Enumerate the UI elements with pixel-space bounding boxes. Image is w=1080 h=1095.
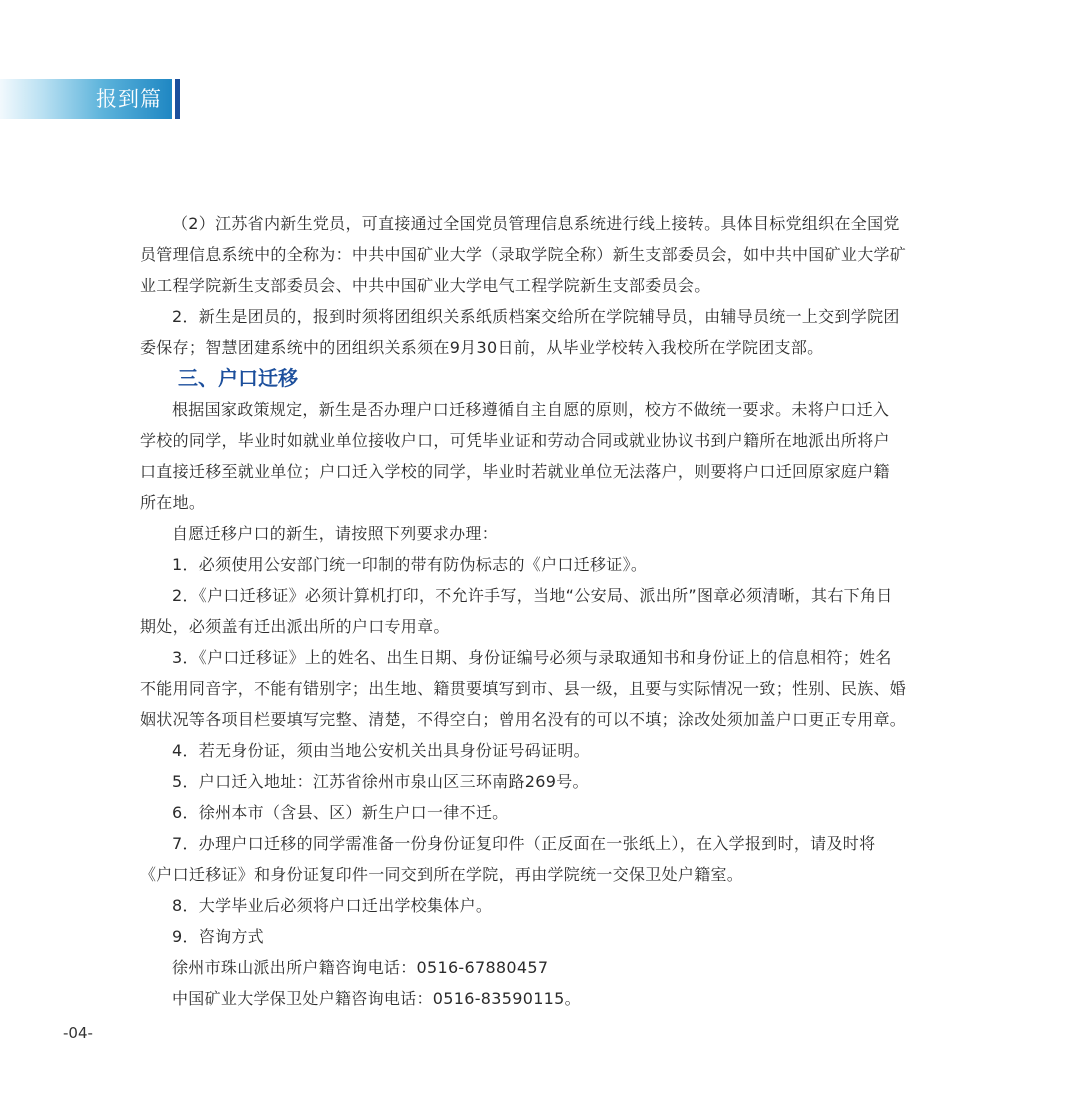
paragraph-line: 口直接迁移至就业单位；户口迁入学校的同学，毕业时若就业单位无法落户，则要将户口迁回原家庭户籍 <box>140 462 890 481</box>
list-item-continuation: 期处，必须盖有迁出派出所的户口专用章。 <box>140 617 450 636</box>
document-body <box>140 208 970 1014</box>
paragraph-line: 所在地。 <box>140 493 206 512</box>
paragraph-line: 委保存；智慧团建系统中的团组织关系须在9月30日前，从毕业学校转入我校所在学院团支部。 <box>140 338 824 357</box>
list-item: 9．咨询方式 <box>172 927 264 946</box>
list-item-continuation: 不能用同音字，不能有错别字；出生地、籍贯要填写到市、县一级，且要与实际情况一致；性别、民族、婚 <box>140 679 907 698</box>
header-accent-bar <box>175 79 180 119</box>
list-item: 3．《户口迁移证》上的姓名、出生日期、身份证编号必须与录取通知书和身份证上的信息相符；姓名 <box>172 648 892 667</box>
list-item: 8．大学毕业后必须将户口迁出学校集体户。 <box>172 896 493 915</box>
list-item: 4．若无身份证，须由当地公安机关出具身份证号码证明。 <box>172 741 590 760</box>
paragraph-line: 自愿迁移户口的新生，请按照下列要求办理： <box>172 524 499 543</box>
section-heading: 三、户口迁移 <box>178 366 298 390</box>
page-number: -04- <box>63 1024 93 1042</box>
list-item: 2．《户口迁移证》必须计算机打印，不允许手写，当地“公安局、派出所”图章必须清晰，其右下角日 <box>172 586 893 605</box>
paragraph-line: 学校的同学，毕业时如就业单位接收户口，可凭毕业证和劳动合同或就业协议书到户籍所在地派出所将户 <box>140 431 890 450</box>
paragraph-line: 根据国家政策规定，新生是否办理户口迁移遵循自主自愿的原则，校方不做统一要求。未将户口迁入 <box>172 400 890 419</box>
paragraph-line: 2．新生是团员的，报到时须将团组织关系纸质档案交给所在学院辅导员，由辅导员统一上交到学院团 <box>172 307 900 326</box>
section-title: 报到篇 <box>96 87 162 111</box>
list-item: 7．办理户口迁移的同学需准备一份身份证复印件（正反面在一张纸上），在入学报到时，请及时将 <box>172 834 876 853</box>
list-item-continuation: 姻状况等各项目栏要填写完整、清楚，不得空白；曾用名没有的可以不填；涂改处须加盖户口更正专用章。 <box>140 710 907 729</box>
paragraph-line: 业工程学院新生支部委员会、中共中国矿业大学电气工程学院新生支部委员会。 <box>140 276 711 295</box>
list-item: 6．徐州本市（含县、区）新生户口一律不迁。 <box>172 803 509 822</box>
paragraph-line: （2）江苏省内新生党员，可直接通过全国党员管理信息系统进行线上接转。具体目标党组织在全国党 <box>172 214 900 233</box>
list-item: 5．户口迁入地址：江苏省徐州市泉山区三环南路269号。 <box>172 772 589 791</box>
list-item: 1．必须使用公安部门统一印制的带有防伪标志的《户口迁移证》。 <box>172 555 648 574</box>
contact-line: 徐州市珠山派出所户籍咨询电话：0516-67880457 <box>172 958 549 977</box>
contact-line: 中国矿业大学保卫处户籍咨询电话：0516-83590115。 <box>172 989 581 1008</box>
list-item-continuation: 《户口迁移证》和身份证复印件一同交到所在学院，再由学院统一交保卫处户籍室。 <box>140 865 744 884</box>
paragraph-line: 员管理信息系统中的全称为：中共中国矿业大学（录取学院全称）新生支部委员会，如中共中国矿业大学矿 <box>140 245 907 264</box>
